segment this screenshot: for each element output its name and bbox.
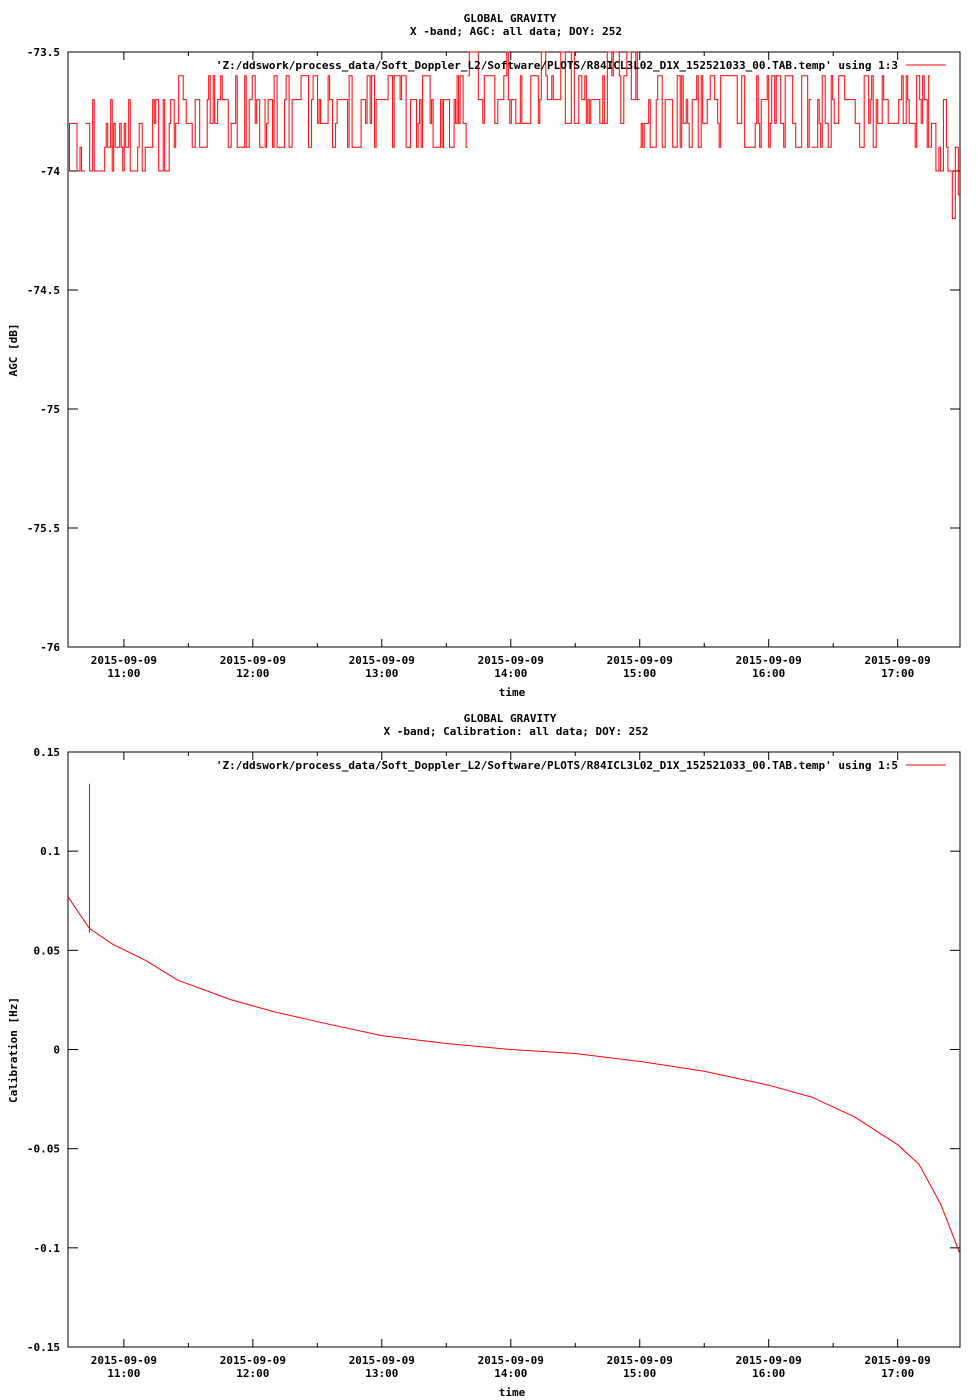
calibration-chart-panel <box>7 712 960 1399</box>
agc-data-segment <box>640 76 812 147</box>
y-axis-label: AGC [dB] <box>7 323 20 377</box>
x-tick-time-label: 14:00 <box>494 667 528 680</box>
x-tick-time-label: 17:00 <box>881 1367 915 1380</box>
x-axis-ticks <box>91 52 931 680</box>
y-tick-label: 0.1 <box>40 845 60 859</box>
x-tick-time-label: 16:00 <box>752 667 786 680</box>
x-tick-time-label: 12:00 <box>236 1367 270 1380</box>
x-axis-label: time <box>498 686 526 699</box>
agc-data-segment <box>171 76 263 147</box>
y-tick-label: -73.5 <box>26 46 60 59</box>
x-tick-time-label: 13:00 <box>365 667 399 680</box>
plot-frame <box>68 52 960 647</box>
y-tick-label: 0 <box>53 1043 60 1057</box>
x-tick-time-label: 13:00 <box>365 1367 399 1380</box>
y-tick-label: -0.1 <box>33 1241 60 1255</box>
x-tick-date-label: 2015-09-09 <box>864 654 931 667</box>
x-tick-date-label: 2015-09-09 <box>477 1354 544 1367</box>
y-tick-label: -76 <box>40 641 60 654</box>
x-tick-date-label: 2015-09-09 <box>606 1354 673 1367</box>
chart-title: GLOBAL GRAVITY <box>463 12 557 25</box>
y-tick-label: -74.5 <box>26 284 60 297</box>
agc-data-segment <box>85 100 171 171</box>
x-axis-label: time <box>498 1386 526 1399</box>
x-tick-date-label: 2015-09-09 <box>348 1354 415 1367</box>
x-tick-time-label: 11:00 <box>107 1367 141 1380</box>
chart-title: GLOBAL GRAVITY <box>463 712 557 725</box>
y-tick-label: 0.05 <box>33 944 60 958</box>
x-tick-time-label: 14:00 <box>494 1367 528 1380</box>
x-tick-date-label: 2015-09-09 <box>735 1354 802 1367</box>
y-axis-label: Calibration [Hz] <box>7 997 20 1103</box>
chart-subtitle: X -band; Calibration: all data; DOY: 252 <box>383 725 649 738</box>
agc-chart-panel <box>7 12 960 699</box>
y-tick-label: -0.05 <box>26 1142 60 1156</box>
x-tick-date-label: 2015-09-09 <box>606 654 673 667</box>
agc-data-segment <box>812 76 930 147</box>
agc-data-segment <box>949 147 960 218</box>
agc-data-segment <box>264 76 468 147</box>
x-tick-date-label: 2015-09-09 <box>864 1354 931 1367</box>
x-tick-date-label: 2015-09-09 <box>348 654 415 667</box>
y-tick-label: 0.15 <box>33 746 60 759</box>
y-tick-label: -75 <box>40 403 60 416</box>
y-axis-ticks <box>27 46 960 654</box>
legend-entry-label: 'Z:/ddswork/process_data/Soft_Doppler_L2/Software/PLOTS/R84ICL3L02_D1X_152521033_00.TAB.temp' using 1:3 <box>215 59 898 72</box>
x-tick-time-label: 12:00 <box>236 667 270 680</box>
y-axis-ticks <box>27 746 960 1354</box>
x-axis-ticks <box>91 752 931 1380</box>
chart-subtitle: X -band; AGC: all data; DOY: 252 <box>410 25 622 38</box>
x-tick-date-label: 2015-09-09 <box>219 1354 286 1367</box>
x-tick-time-label: 11:00 <box>107 667 141 680</box>
agc-data-segment <box>930 100 949 171</box>
x-tick-date-label: 2015-09-09 <box>477 654 544 667</box>
series-layer <box>68 784 960 1254</box>
y-tick-label: -0.15 <box>26 1341 60 1354</box>
legend-entry-label: 'Z:/ddswork/process_data/Soft_Doppler_L2/Software/PLOTS/R84ICL3L02_D1X_152521033_00.TAB.temp' using 1:5 <box>215 759 898 772</box>
x-tick-time-label: 15:00 <box>623 667 657 680</box>
x-tick-date-label: 2015-09-09 <box>219 654 286 667</box>
x-tick-date-label: 2015-09-09 <box>90 654 158 667</box>
x-tick-time-label: 15:00 <box>623 1367 657 1380</box>
x-tick-time-label: 16:00 <box>752 1367 786 1380</box>
x-tick-date-label: 2015-09-09 <box>735 654 802 667</box>
agc-data-segment <box>68 123 85 171</box>
y-tick-label: -75.5 <box>26 522 60 535</box>
series-layer <box>68 52 960 219</box>
x-tick-time-label: 17:00 <box>881 667 915 680</box>
y-tick-label: -74 <box>40 165 60 178</box>
calibration-data-line <box>68 897 960 1254</box>
x-tick-date-label: 2015-09-09 <box>90 1354 158 1367</box>
